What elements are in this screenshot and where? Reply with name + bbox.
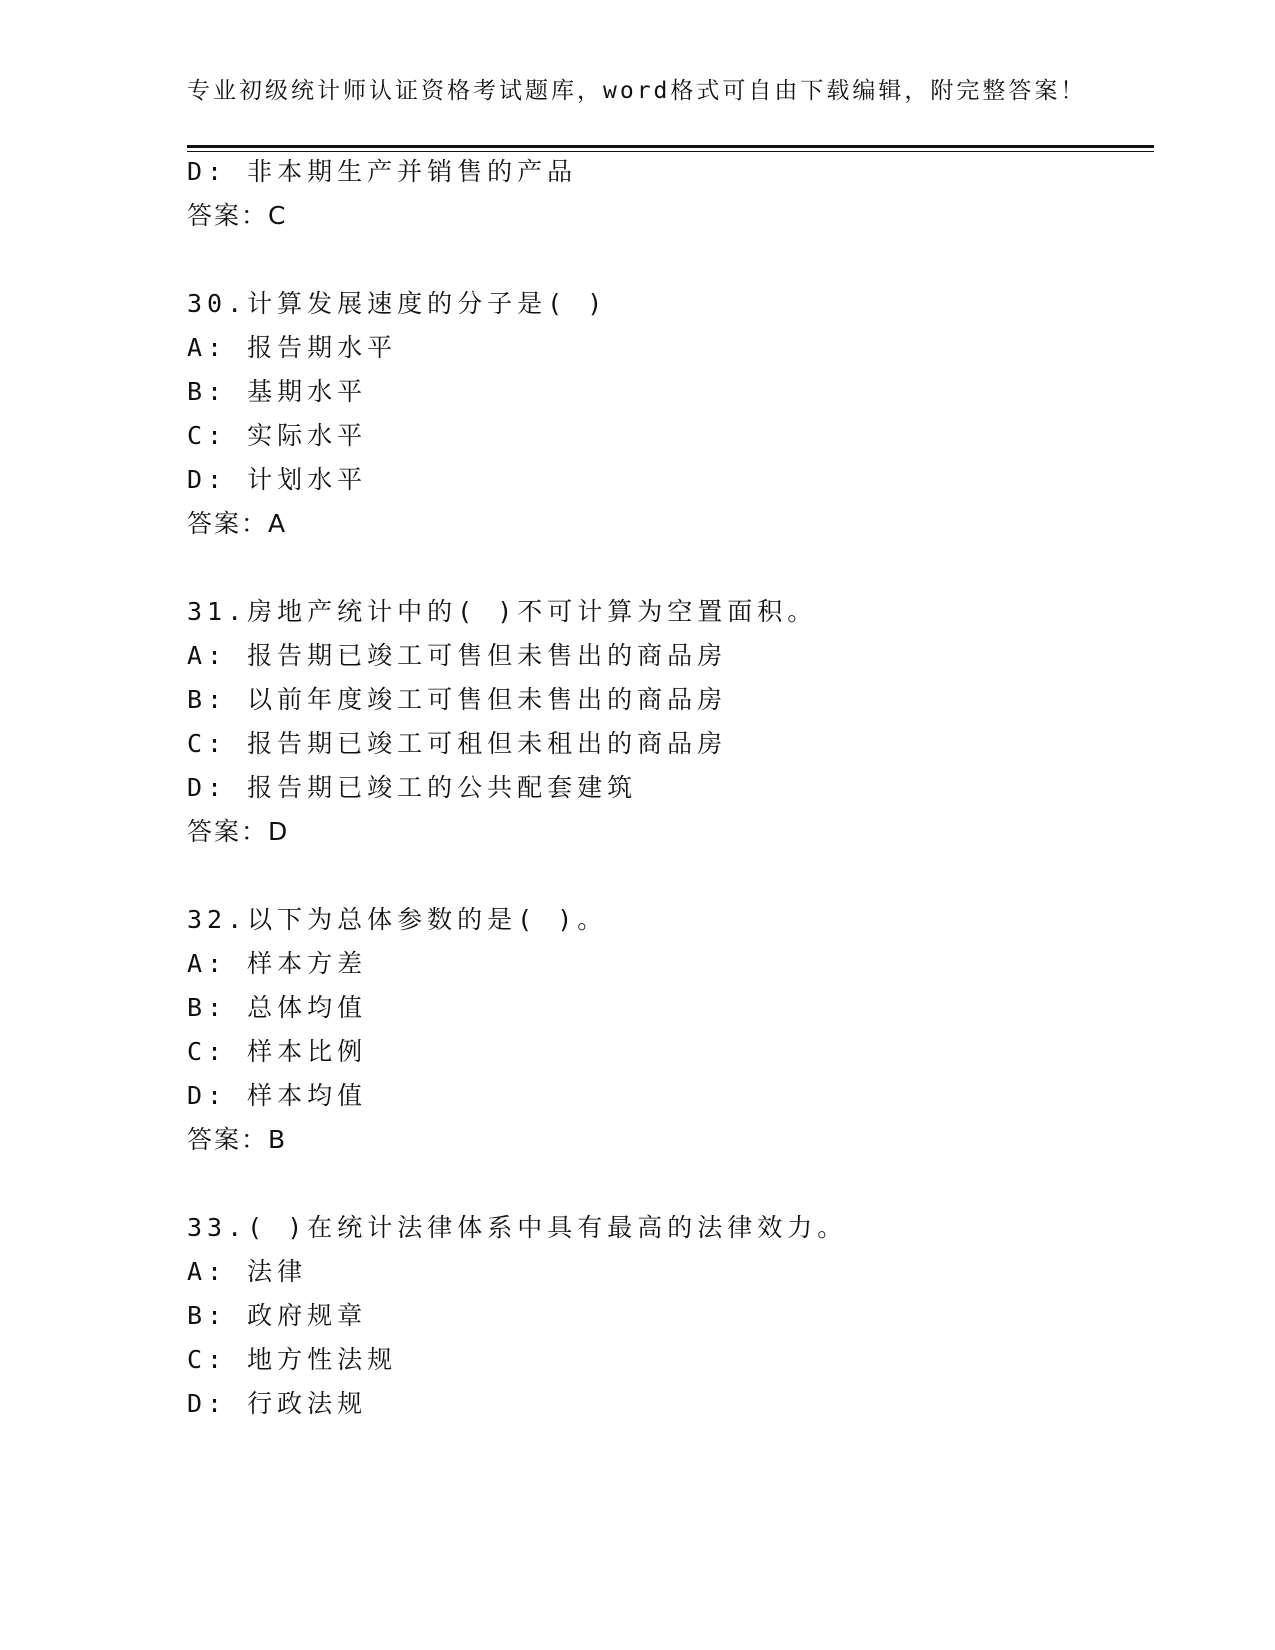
q32-option-d: D: 样本均值	[187, 1081, 368, 1110]
q32-option-b: B: 总体均值	[187, 993, 368, 1022]
q30-option-c: C: 实际水平	[187, 421, 368, 450]
header-rule-thin	[187, 151, 1154, 152]
q31-answer: 答案：D	[187, 817, 290, 846]
q32-option-c: C: 样本比例	[187, 1037, 368, 1066]
q33-option-d: D: 行政法规	[187, 1389, 368, 1418]
q31-option-a: A: 报告期已竣工可售但未售出的商品房	[187, 641, 728, 670]
q31-option-b: B: 以前年度竣工可售但未售出的商品房	[187, 685, 728, 714]
q33-stem: 33.( )在统计法律体系中具有最高的法律效力。	[187, 1213, 848, 1242]
q32-answer: 答案：B	[187, 1125, 288, 1154]
q30-option-d: D: 计划水平	[187, 465, 368, 494]
q30-stem: 30.计算发展速度的分子是( )	[187, 289, 608, 318]
q29-option-d: D: 非本期生产并销售的产品	[187, 157, 578, 186]
q30-option-a: A: 报告期水平	[187, 333, 398, 362]
q31-option-d: D: 报告期已竣工的公共配套建筑	[187, 773, 638, 802]
q31-stem: 31.房地产统计中的( )不可计算为空置面积。	[187, 597, 818, 626]
q33-option-a: A: 法律	[187, 1257, 308, 1286]
q30-answer: 答案：A	[187, 509, 288, 538]
q29-answer: 答案：C	[187, 201, 288, 230]
page-header: 专业初级统计师认证资格考试题库，word格式可自由下载编辑，附完整答案！	[187, 78, 1087, 104]
q30-option-b: B: 基期水平	[187, 377, 368, 406]
q32-option-a: A: 样本方差	[187, 949, 368, 978]
q33-option-c: C: 地方性法规	[187, 1345, 398, 1374]
q32-stem: 32.以下为总体参数的是( )。	[187, 905, 608, 934]
header-rule-thick	[187, 145, 1154, 148]
q31-option-c: C: 报告期已竣工可租但未租出的商品房	[187, 729, 728, 758]
q33-option-b: B: 政府规章	[187, 1301, 368, 1330]
